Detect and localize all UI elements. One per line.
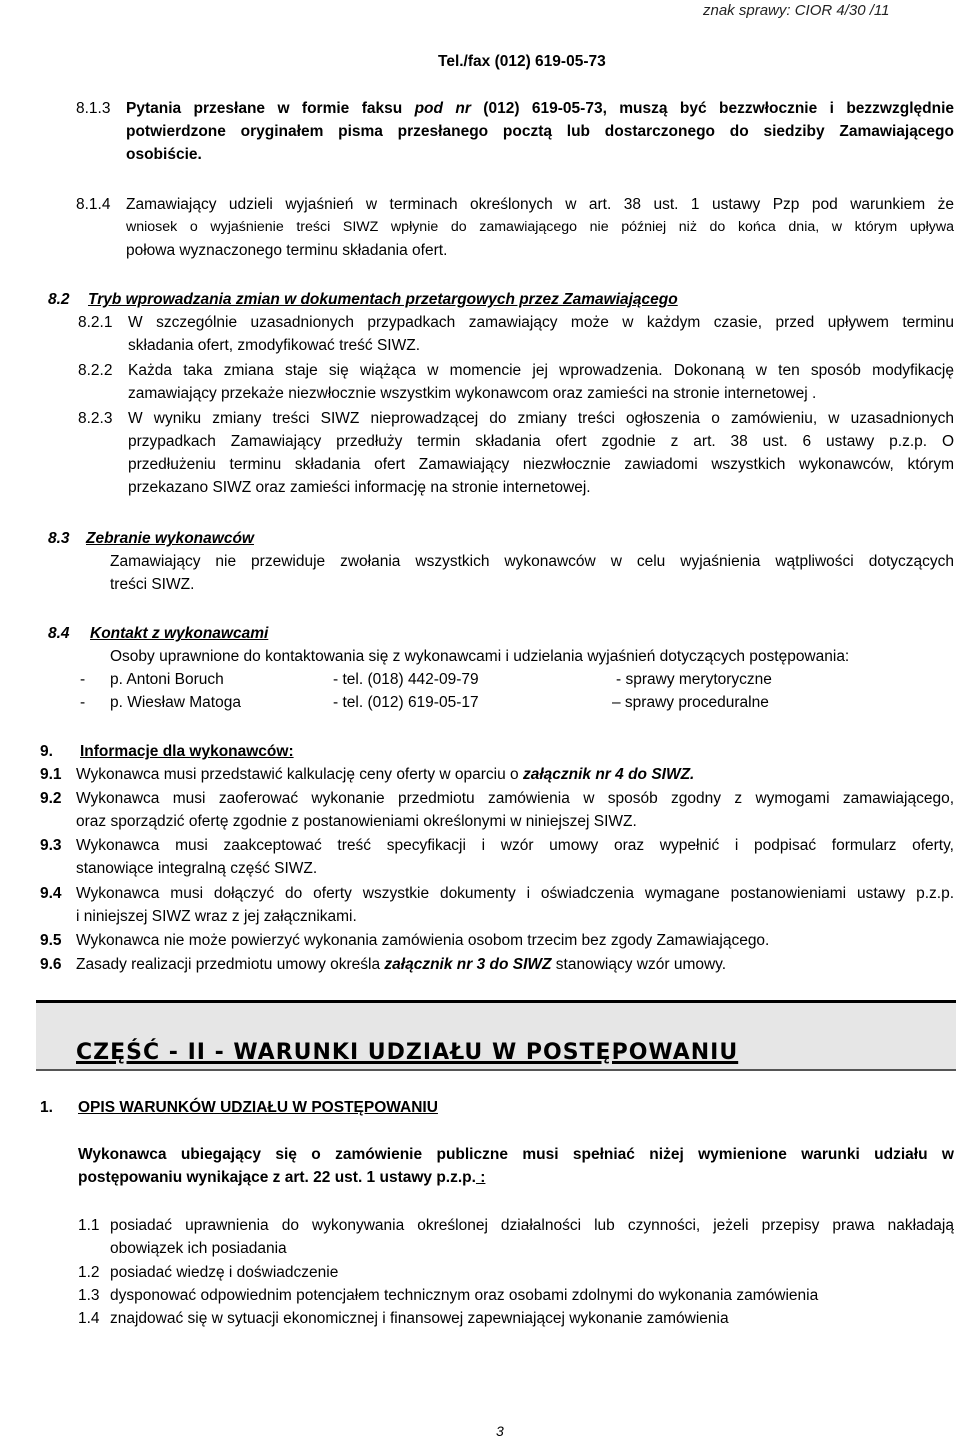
section-number-8-2-2: 8.2.2 bbox=[78, 362, 113, 379]
item-number: 9.5 bbox=[40, 932, 62, 949]
text-line: Wykonawca musi dołączyć do oferty wszystkie dokumenty i oświadczenia wymagane postanowieniami ustawy p.z.p. bbox=[76, 885, 954, 902]
text-line: potwierdzone oryginałem pisma przesłanego pocztą lub dostarczonego do siedziby Zamawiającego bbox=[126, 123, 954, 140]
item-number: 1.3 bbox=[78, 1287, 100, 1304]
text-line: przedłużeniu terminu składania ofert Zamawiający niezwłocznie zawiadomi wszystkich wykonawców, którym bbox=[128, 456, 954, 473]
item-text: Zasady realizacji przedmiotu umowy określa bbox=[76, 956, 385, 973]
text-line: stanowiące integralną część SIWZ. bbox=[76, 860, 318, 877]
paragraph-8-3 bbox=[110, 550, 954, 596]
contact-dash: - bbox=[80, 671, 86, 688]
section-title-8-4: Kontakt z wykonawcami bbox=[90, 625, 269, 642]
item-number: 9.3 bbox=[40, 837, 62, 854]
text-line: Każda taka zmiana staje się wiążąca w momencie jej wprowadzenia. Dokonaną w ten sposób modyfikację bbox=[128, 362, 954, 379]
item-number: 1.4 bbox=[78, 1310, 100, 1327]
section-number-8-1-3: 8.1.3 bbox=[76, 100, 111, 117]
item-9-1 bbox=[76, 763, 694, 786]
contact-phone: - tel. (018) 442-09-79 bbox=[333, 671, 479, 688]
text-line: Pytania przesłane w formie faksu pod nr (012) 619-05-73, muszą być bezzwłocznie i bezzwzględnie bbox=[126, 100, 954, 117]
section-number-8-2-3: 8.2.3 bbox=[78, 410, 113, 427]
contact-phone: - tel. (012) 619-05-17 bbox=[333, 694, 479, 711]
contact-role: – sprawy proceduralne bbox=[612, 694, 769, 711]
part-banner-title: CZĘŚĆ - II - WARUNKI UDZIAŁU W POSTĘPOWANIU bbox=[76, 1040, 739, 1065]
page-number: 3 bbox=[496, 1423, 504, 1439]
text-line: osobiście. bbox=[126, 146, 202, 163]
text-line: Wykonawca musi zaoferować wykonanie przedmiotu zamówienia w sposób zgodny z wymogami zamawiającego, bbox=[76, 790, 954, 807]
item-number: 9.1 bbox=[40, 766, 62, 783]
item-number: 1.1 bbox=[78, 1217, 100, 1234]
paragraph-8-1-4 bbox=[126, 193, 954, 262]
intro-text: postępowaniu wynikające z art. 22 ust. 1 ustawy p.z.p. bbox=[78, 1169, 476, 1186]
contact-dash: - bbox=[80, 694, 86, 711]
paragraph-8-2-2 bbox=[128, 359, 954, 405]
contact-role: - sprawy merytoryczne bbox=[616, 671, 772, 688]
case-reference: znak sprawy: CIOR 4/30 /11 bbox=[703, 2, 890, 19]
text-line: wniosek o wyjaśnienie treści SIWZ wpłynie do zamawiającego nie później niż do końca dnia, w którym upływa bbox=[126, 219, 954, 235]
text-line: Zamawiający udzieli wyjaśnień w terminach określonych w art. 38 ust. 1 ustawy Pzp pod warunkiem że bbox=[126, 196, 954, 213]
part2-number: 1. bbox=[40, 1099, 53, 1116]
text-line: W szczególnie uzasadnionych przypadkach zamawiający może w każdym czasie, przed upływem terminu bbox=[128, 314, 954, 331]
item-1-4: znajdować się w sytuacji ekonomicznej i finansowej zapewniającej wykonanie zamówienia bbox=[110, 1310, 729, 1327]
paragraph-8-2-1 bbox=[128, 311, 954, 357]
item-1-2: posiadać wiedzę i doświadczenie bbox=[110, 1264, 339, 1281]
text-line: Wykonawca ubiegający się o zamówienie publiczne musi spełniać niżej wymienione warunki udziału w bbox=[78, 1146, 954, 1163]
item-text: stanowiący wzór umowy. bbox=[551, 956, 727, 973]
text-line: składania ofert, zmodyfikować treść SIWZ. bbox=[128, 337, 421, 354]
section-number-8-2-1: 8.2.1 bbox=[78, 314, 113, 331]
contact-name: p. Antoni Boruch bbox=[110, 671, 224, 688]
text-line: obowiązek ich posiadania bbox=[110, 1240, 287, 1257]
text-line: Wykonawca musi zaakceptować treść specyfikacji i wzór umowy oraz wypełnić i podpisać formularz oferty, bbox=[76, 837, 954, 854]
item-number: 9.4 bbox=[40, 885, 62, 902]
section-number-8-4: 8.4 bbox=[48, 625, 70, 642]
item-number: 1.2 bbox=[78, 1264, 100, 1281]
text-line: i niniejszej SIWZ wraz z jej załącznikami. bbox=[76, 908, 357, 925]
section-number-9: 9. bbox=[40, 743, 53, 760]
contact-name: p. Wiesław Matoga bbox=[110, 694, 241, 711]
item-9-3 bbox=[76, 834, 954, 880]
text-line: oraz sporządzić ofertę zgodnie z postanowieniami określonymi w niniejszej SIWZ. bbox=[76, 813, 637, 830]
item-emphasis: załącznik nr 4 do SIWZ. bbox=[522, 766, 695, 783]
section-number-8-2: 8.2 bbox=[48, 291, 70, 308]
text-line bbox=[78, 1166, 954, 1189]
item-1-1 bbox=[110, 1214, 954, 1260]
section-title-8-3: Zebranie wykonawców bbox=[86, 530, 254, 547]
tel-fax-heading: Tel./fax (012) 619-05-73 bbox=[438, 53, 606, 70]
paragraph-8-1-3 bbox=[126, 97, 954, 166]
item-9-6 bbox=[76, 953, 726, 976]
text-line: posiadać uprawnienia do wykonywania określonej działalności lub czynności, jeżeli przepisy prawa nakładają bbox=[110, 1217, 954, 1234]
text-line: treści SIWZ. bbox=[110, 576, 195, 593]
item-number: 9.2 bbox=[40, 790, 62, 807]
item-9-2 bbox=[76, 787, 954, 833]
text-line: przekazano SIWZ oraz zamieści informację na stronie internetowej. bbox=[128, 479, 591, 496]
section-number-8-1-4: 8.1.4 bbox=[76, 196, 111, 213]
item-9-4 bbox=[76, 882, 954, 928]
text-line: Zamawiający nie przewiduje zwołania wszystkich wykonawców w celu wyjaśnienia wątpliwości dotyczących bbox=[110, 553, 954, 570]
contacts-intro: Osoby uprawnione do kontaktowania się z wykonawcami i udzielania wyjaśnień dotyczących postępowania: bbox=[110, 648, 850, 665]
text-line: W wyniku zmiany treści SIWZ nieprowadzącej do zmiany treści ogłoszenia o zamówieniu, w uzasadnionych bbox=[128, 410, 954, 427]
section-title-8-2: Tryb wprowadzania zmian w dokumentach przetargowych przez Zamawiającego bbox=[88, 291, 678, 308]
item-number: 9.6 bbox=[40, 956, 62, 973]
part2-title: OPIS WARUNKÓW UDZIAŁU W POSTĘPOWANIU bbox=[78, 1099, 438, 1116]
text-line: przypadkach Zamawiający przedłuży termin składania ofert zgodnie z art. 38 ust. 6 ustawy p.z.p. O bbox=[128, 433, 954, 450]
section-number-8-3: 8.3 bbox=[48, 530, 70, 547]
text-line: zamawiający przekaże niezwłocznie wszystkim wykonawcom oraz zamieści na stronie internetowej . bbox=[128, 385, 817, 402]
part2-intro bbox=[78, 1143, 954, 1189]
item-text: Wykonawca musi przedstawić kalkulację ceny oferty w oparciu o bbox=[76, 766, 523, 783]
section-title-9: Informacje dla wykonawców: bbox=[80, 743, 294, 760]
item-emphasis: załącznik nr 3 do SIWZ bbox=[384, 956, 552, 973]
paragraph-8-2-3 bbox=[128, 407, 954, 499]
item-9-5: Wykonawca nie może powierzyć wykonania zamówienia osobom trzecim bez zgody Zamawiającego. bbox=[76, 932, 770, 949]
item-1-3: dysponować odpowiednim potencjałem technicznym oraz osobami zdolnymi do wykonania zamówienia bbox=[110, 1287, 819, 1304]
intro-tail: : bbox=[475, 1169, 486, 1186]
text-line: połowa wyznaczonego terminu składania ofert. bbox=[126, 242, 448, 259]
